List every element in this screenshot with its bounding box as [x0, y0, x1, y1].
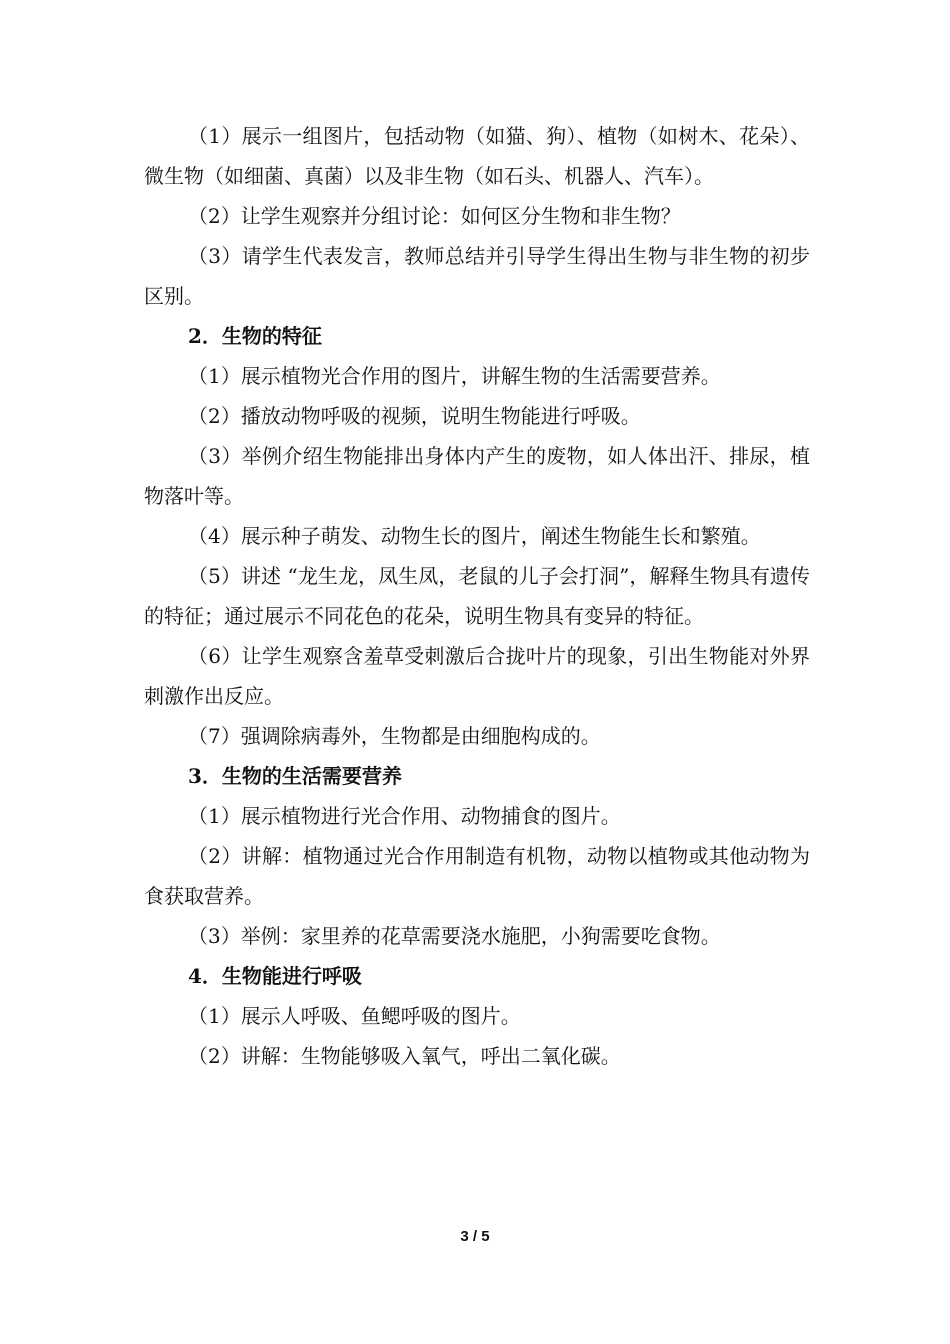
paragraph: （1）展示人呼吸、鱼鳃呼吸的图片。	[188, 1004, 521, 1028]
document-body	[144, 116, 810, 1076]
paragraph: （3）请学生代表发言，教师总结并引导学生得出生物与非生物的初步区别。	[144, 244, 810, 308]
paragraph: （2）让学生观察并分组讨论：如何区分生物和非生物？	[188, 204, 681, 228]
section-heading: 3．生物的生活需要营养	[188, 764, 402, 788]
paragraph: （2）讲解：植物通过光合作用制造有机物，动物以植物或其他动物为食获取营养。	[144, 844, 810, 908]
paragraph: （3）举例：家里养的花草需要浇水施肥，小狗需要吃食物。	[188, 924, 721, 948]
paragraph: （3）举例介绍生物能排出身体内产生的废物，如人体出汗、排尿，植物落叶等。	[144, 444, 810, 508]
paragraph: （5）讲述 “龙生龙，凤生凤，老鼠的儿子会打洞”，解释生物具有遗传的特征；通过展示不同花色的花朵，说明生物具有变异的特征。	[144, 564, 810, 628]
paragraph: （7）强调除病毒外，生物都是由细胞构成的。	[188, 724, 601, 748]
paragraph: （6）让学生观察含羞草受刺激后合拢叶片的现象，引出生物能对外界刺激作出反应。	[144, 644, 810, 708]
paragraph: （2）播放动物呼吸的视频，说明生物能进行呼吸。	[188, 404, 641, 428]
page-number: 3 / 5	[460, 1228, 490, 1245]
paragraph: （1）展示一组图片，包括动物（如猫、狗）、植物（如树木、花朵）、微生物（如细菌、真菌）以及非生物（如石头、机器人、汽车）。	[144, 124, 810, 188]
paragraph: （4）展示种子萌发、动物生长的图片，阐述生物能生长和繁殖。	[188, 524, 761, 548]
section-heading: 2．生物的特征	[188, 324, 322, 348]
paragraph: （1）展示植物光合作用的图片，讲解生物的生活需要营养。	[188, 364, 721, 388]
paragraph: （2）讲解：生物能够吸入氧气，呼出二氧化碳。	[188, 1044, 621, 1068]
paragraph: （1）展示植物进行光合作用、动物捕食的图片。	[188, 804, 621, 828]
section-heading: 4．生物能进行呼吸	[188, 964, 362, 988]
